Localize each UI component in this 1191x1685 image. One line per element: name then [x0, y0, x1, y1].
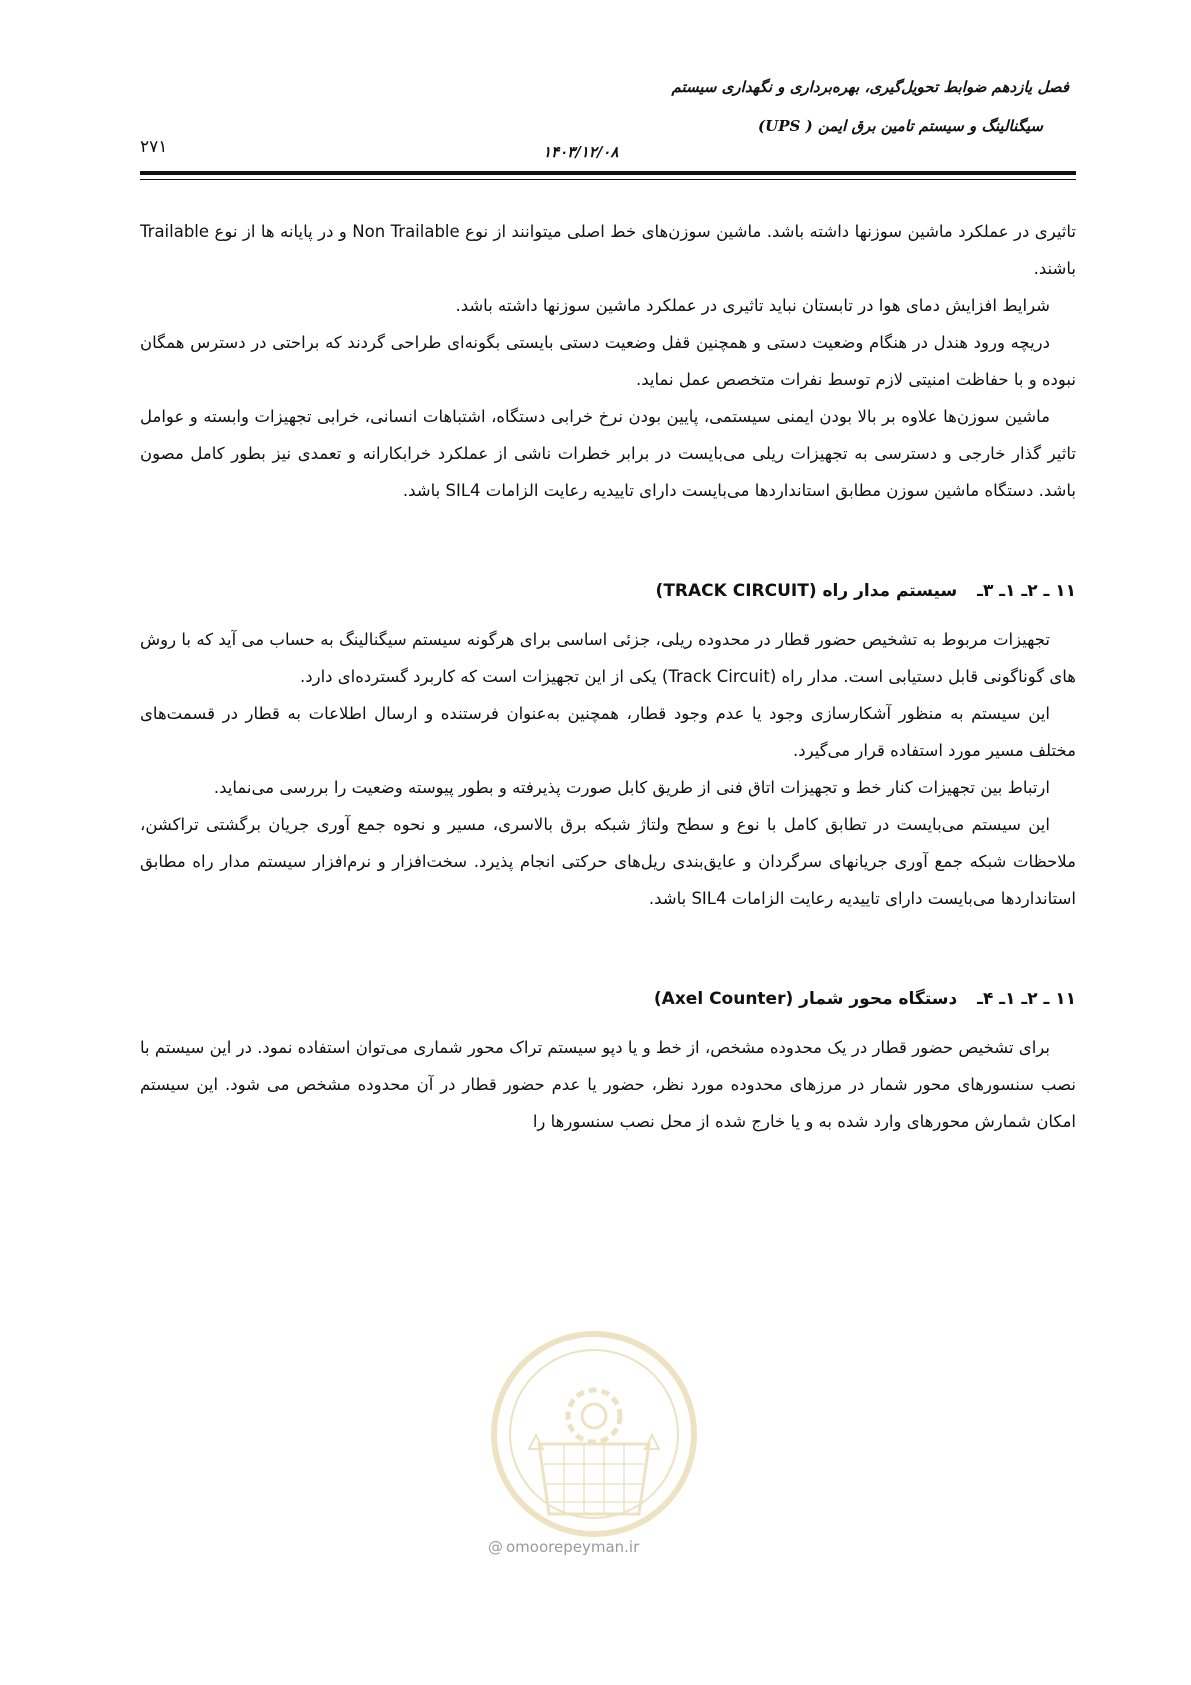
axel-paragraph-1: برای تشخیص حضور قطار در یک محدوده مشخص، از خط و یا دپو سیستم تراک محور شماری می‌توان استفاده نمود. در این سیستم با نصب سنسورهای محور شمار در مرزهای محدوده مورد نظر، حضور یا عدم حضور قطار در آن محدوده مشخص می شود. این سیستم امکان شمارش محورهای وارد شده به و یا خارج شده از محل نصب سنسورها را: [140, 1038, 1076, 1131]
header-title-line1: فصل یازدهم ضوابط تحویل‌گیری، بهره‌برداری و نگهداری سیستم: [671, 78, 1069, 96]
intro-paragraph-1: تاثیری در عملکرد ماشین سوزنها داشته باشد. ماشین سوزن‌های خط اصلی میتوانند از نوع Non Trailable و در پایانه ها از نوع Trailable باشند.: [140, 222, 1077, 278]
track-paragraph-1: تجهیزات مربوط به تشخیص حضور قطار در محدوده ریلی، جزئی اساسی برای هرگونه سیستم سیگنالینگ به حساب می آید که با روش های گوناگونی قابل دستیابی است. مدار راه (Track Circuit) یکی از این تجهیزات است که کاربرد گسترده‌ای دارد.: [140, 630, 1076, 686]
intro-paragraph-2: شرایط افزایش دمای هوا در تابستان نباید تاثیری در عملکرد ماشین سوزنها داشته باشد.: [455, 296, 1050, 315]
header-date: ۱۴۰۳/۱۲/۰۸: [543, 143, 619, 161]
at-icon: @: [488, 1538, 503, 1556]
track-paragraph-3: ارتباط بین تجهیزات کنار خط و تجهیزات اتاق فنی از طریق کابل صورت پذیرفته و بطور پیوسته وضعیت را بررسی می‌نماید.: [213, 778, 1050, 797]
header-rule-thick: [140, 171, 1076, 175]
watermark-url-text: omoorepeyman.ir: [506, 1538, 640, 1556]
intro-paragraph-3: دریچه ورود هندل در هنگام وضعیت دستی و همچنین قفل وضعیت دستی بایستی بگونه‌ای طراحی گردند که براحتی در دسترس همگان نبوده و با حفاظت امنیتی لازم توسط نفرات متخصص عمل نماید.: [140, 333, 1076, 389]
section-title: سیستم مدار راه (TRACK CIRCUIT): [655, 581, 958, 601]
header-rule-thin: [140, 179, 1076, 180]
section-number: ۱۱ ـ ۲ـ ۱ـ ۳ـ: [977, 581, 1076, 601]
track-paragraph-4: این سیستم می‌بایست در تطابق کامل با نوع و سطح ولتاژ شبکه برق بالاسری، مسیر و نحوه جمع آوری جریان برگشتی تراکشن، ملاحظات شبکه جمع آوری جریانهای سرگردان و عایق‌بندی ریل‌های حرکتی انجام پذیرد. سخت‌افزار و نرم‌افزار سیستم مدار راه مطابق استانداردها می‌بایست دارای تاییدیه رعایت الزامات SIL4 باشد.: [140, 815, 1076, 908]
watermark-logo: [484, 1324, 704, 1544]
section-heading-track-circuit: [140, 573, 1076, 610]
section-title: دستگاه محور شمار (Axel Counter): [653, 989, 958, 1009]
section-heading-axel-counter: [140, 981, 1076, 1018]
page-number: ۲۷۱: [140, 137, 168, 157]
document-body: [140, 213, 1076, 1140]
section-number: ۱۱ ـ ۲ـ ۱ـ ۴ـ: [977, 989, 1076, 1009]
track-paragraph-2: این سیستم به منظور آشکارسازی وجود یا عدم وجود قطار، همچنین به‌عنوان فرستنده و ارسال اطلاعات به قطار در قسمت‌های مختلف مسیر مورد استفاده قرار می‌گیرد.: [140, 704, 1076, 760]
header-title-line2: سیگنالینگ و سیستم تامین برق ایمن ( UPS): [758, 117, 1043, 135]
watermark-url: [488, 1538, 639, 1556]
intro-paragraph-4: ماشین سوزن‌ها علاوه بر بالا بودن ایمنی سیستمی، پایین بودن نرخ خرابی دستگاه، اشتباهات انسانی، خرابی تجهیزات وابسته و عوامل تاثیر گذار خارجی و دسترسی به تجهیزات ریلی می‌بایست در برابر خطرات ناشی از عملکرد خرابکارانه و تعمدی نیز بطور کامل مصون باشد. دستگاه ماشین سوزن مطابق استانداردها می‌بایست دارای تاییدیه رعایت الزامات SIL4 باشد.: [140, 407, 1076, 500]
